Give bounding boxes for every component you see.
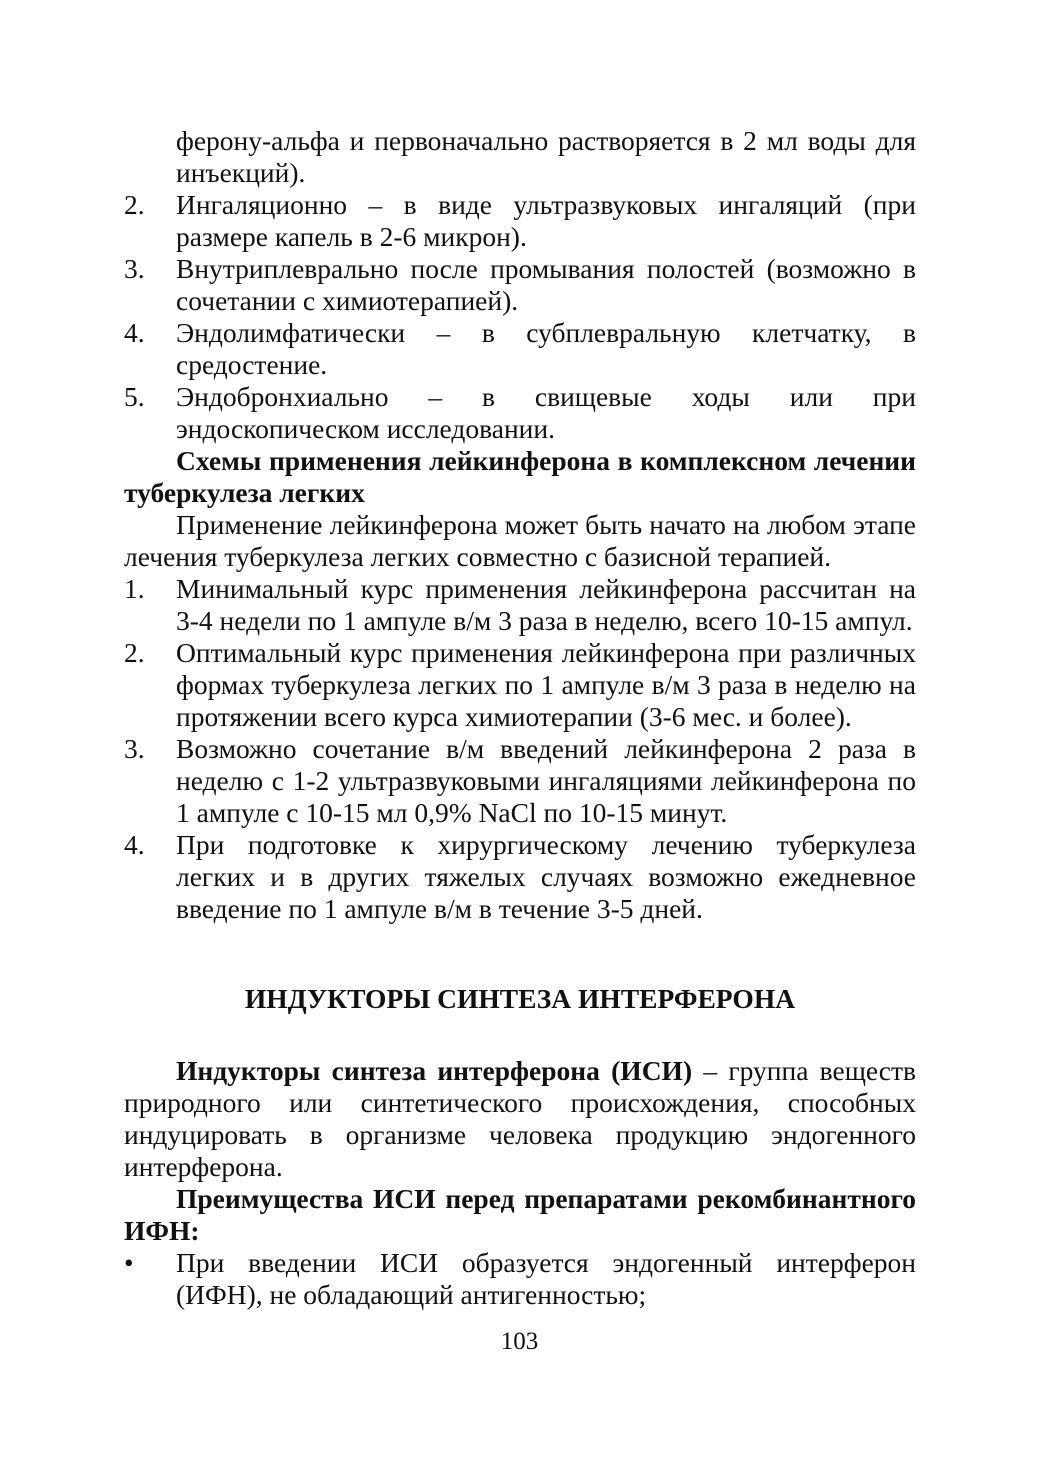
list-item — [124, 381, 916, 445]
list-item — [124, 829, 916, 925]
page-body — [124, 125, 916, 1311]
section-title: ИНДУКТОРЫ СИНТЕЗА ИНТЕРФЕРОНА — [244, 983, 796, 1014]
definition-term: Индукторы синтеза интерферона (ИСИ) — [176, 1055, 693, 1086]
definition-paragraph — [124, 1055, 916, 1183]
list-item — [124, 637, 916, 733]
list-item-text: Оптимальный курс применения лейкинферона при различных формах туберкулеза легких по 1 ампуле в/м 3 раза в неделю на протяжении всего курса химиотерапии (3-6 мес. и более). — [176, 637, 916, 732]
list-item-text: При введении ИСИ образуется эндогенный интерферон (ИФН), не обладающий антигенностью; — [176, 1247, 916, 1310]
intro-text: ферону-альфа и первоначально растворяется в 2 мл воды для инъекций). — [176, 125, 916, 188]
list-number: 2. — [124, 189, 145, 220]
schemes-heading: Схемы применения лейкинферона в комплексном лечении туберкулеза легких — [124, 445, 916, 508]
list-item-text: Минимальный курс применения лейкинферона рассчитан на 3-4 недели по 1 ампуле в/м 3 раза в неделю, всего 10-15 ампул. — [176, 573, 916, 636]
definition-text: – группа веществ природного или синтетического происхождения, способных индуцировать в организме человека продукцию эндогенного интерферона. — [124, 1055, 916, 1182]
list-item — [124, 189, 916, 253]
list-number: 3. — [124, 253, 145, 284]
list-item-text: Эндолимфатически – в субплевральную клетчатку, в средостение. — [176, 317, 916, 380]
list-item — [124, 1247, 916, 1311]
list-number: 1. — [124, 573, 145, 604]
list-item — [124, 317, 916, 381]
list-item-text: Эндобронхиально – в свищевые ходы или при эндоскопическом исследовании. — [176, 381, 916, 444]
list-number: 4. — [124, 829, 145, 860]
list-item — [124, 253, 916, 317]
list-item — [124, 733, 916, 829]
list-number: 4. — [124, 317, 145, 348]
list-item-text: Ингаляционно – в виде ультразвуковых ингаляций (при размере капель в 2-6 микрон). — [176, 189, 916, 252]
schemes-list — [124, 573, 916, 925]
list-number: 5. — [124, 381, 145, 412]
bullet: • — [124, 1247, 134, 1278]
page-number: 103 — [500, 1328, 539, 1355]
schemes-intro: Применение лейкинферона может быть начато на любом этапе лечения туберкулеза легких совместно с базисной терапией. — [124, 509, 916, 572]
methods-list — [124, 189, 916, 445]
list-number: 2. — [124, 637, 145, 668]
list-number: 3. — [124, 733, 145, 764]
list-item-text: Внутриплеврально после промывания полостей (возможно в сочетании с химиотерапией). — [176, 253, 916, 316]
advantages-heading: Преимущества ИСИ перед препаратами рекомбинантного ИФН: — [124, 1183, 916, 1246]
list-item-text: Возможно сочетание в/м введений лейкинферона 2 раза в неделю с 1-2 ультразвуковыми ингаляциями лейкинферона по 1 ампуле с 10-15 мл 0,9% NaCl по 10-15 минут. — [176, 733, 916, 828]
advantages-list — [124, 1247, 916, 1311]
list-item-text: При подготовке к хирургическому лечению туберкулеза легких и в других тяжелых случаях возможно ежедневное введение по 1 ампуле в/м в течение 3-5 дней. — [176, 829, 916, 924]
list-item — [124, 573, 916, 637]
